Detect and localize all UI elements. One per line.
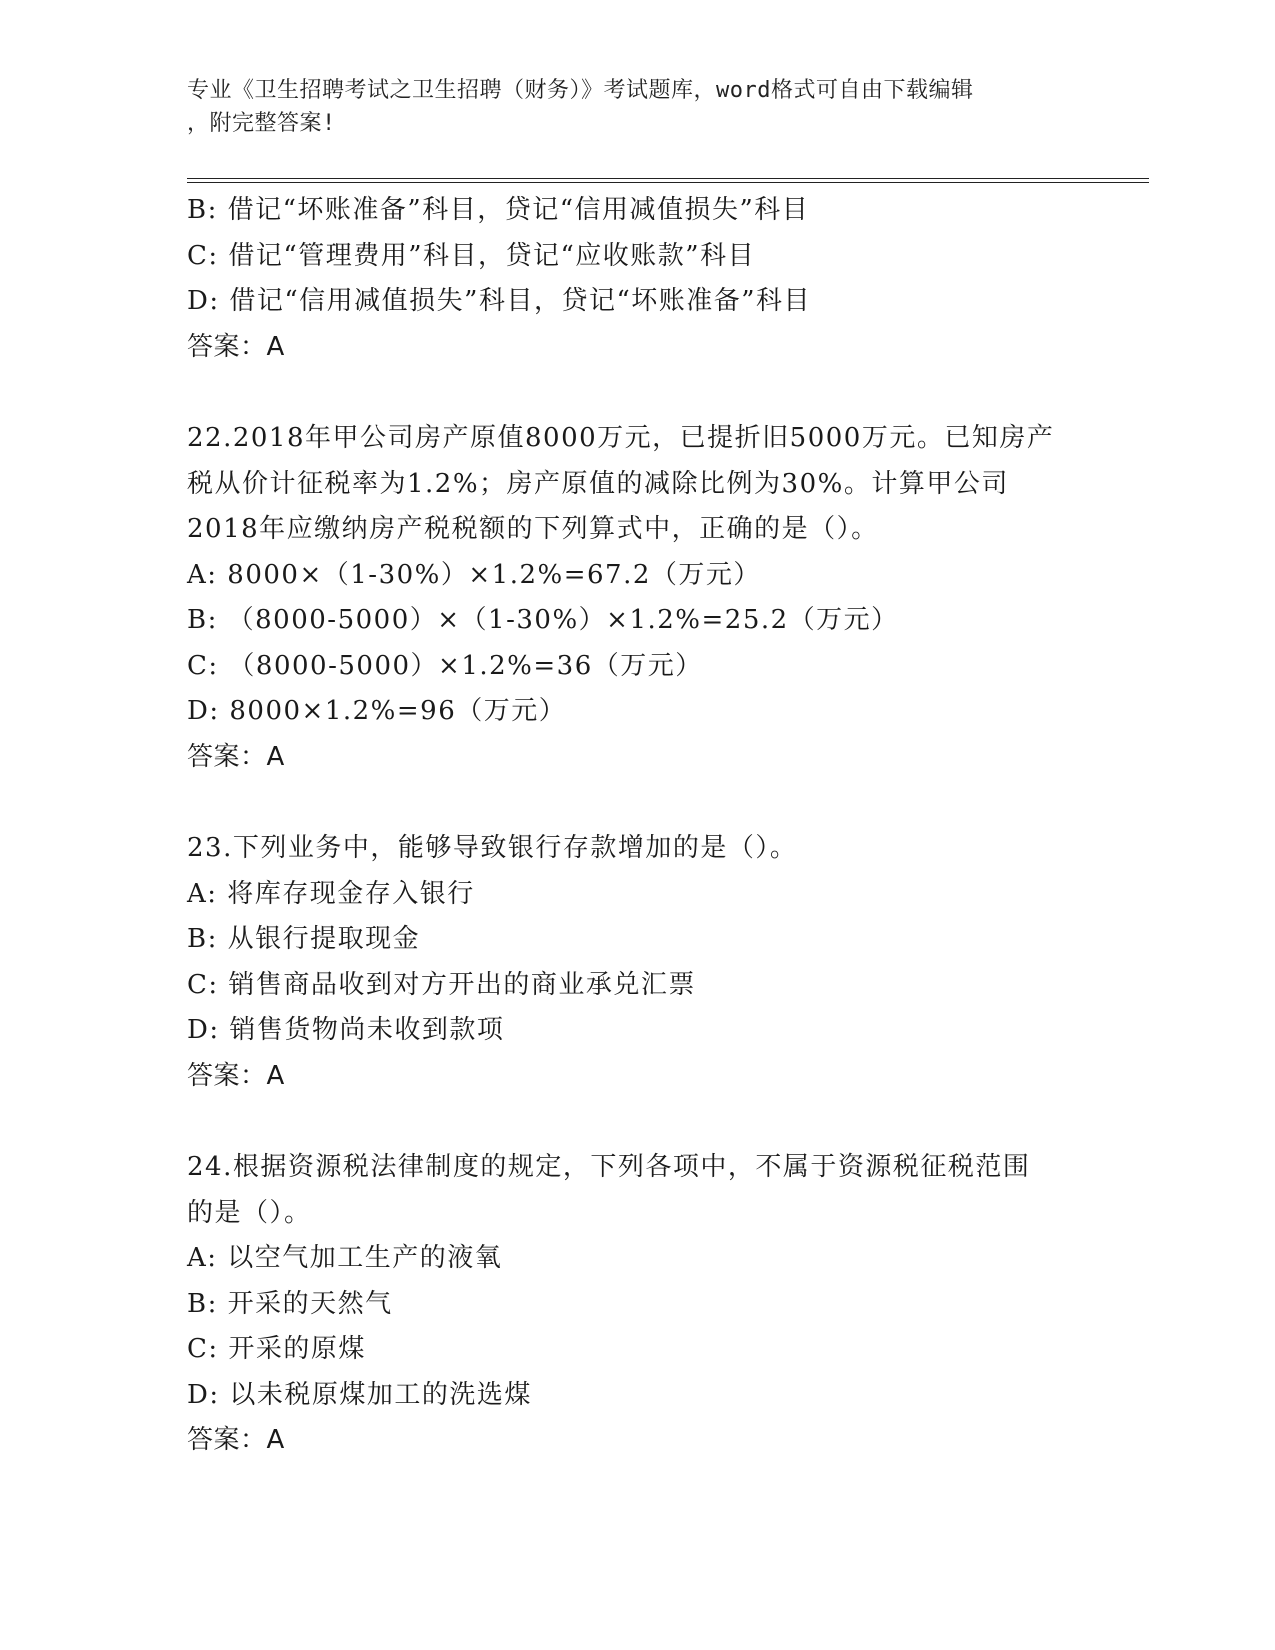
answer-value: A <box>266 331 285 362</box>
question-22 <box>187 416 1087 780</box>
answer-line <box>187 1418 1087 1464</box>
page-header <box>187 74 1077 140</box>
answer-line <box>187 1054 1087 1100</box>
question-stem-line: 税从价计征税率为1.2%；房产原值的减除比例为30%。计算甲公司 <box>187 468 1009 499</box>
option-c: C: 销售商品收到对方开出的商业承兑汇票 <box>187 969 696 1000</box>
question-23 <box>187 826 1087 1099</box>
answer-value: A <box>266 741 285 772</box>
question-stem-line: 2018年应缴纳房产税税额的下列算式中，正确的是（）。 <box>187 514 879 544</box>
question-stem-line: 24.根据资源税法律制度的规定，下列各项中，不属于资源税征税范围 <box>187 1152 1031 1182</box>
answer-label: 答案： <box>187 1425 267 1455</box>
option-d: D: 借记“信用减值损失”科目，贷记“坏账准备”科目 <box>187 286 812 316</box>
answer-line <box>187 325 1087 371</box>
spacer <box>187 780 1087 826</box>
option-d: D: 销售货物尚未收到款项 <box>187 1015 505 1045</box>
option-b: B: （8000-5000）×（1-30%）×1.2%=25.2（万元） <box>187 605 899 635</box>
option-d: D: 以未税原煤加工的洗选煤 <box>187 1379 532 1410</box>
option-a: A: 将库存现金存入银行 <box>187 878 475 909</box>
answer-line <box>187 735 1087 781</box>
option-c: C: （8000-5000）×1.2%=36（万元） <box>187 650 703 681</box>
option-b: B: 借记“坏账准备”科目，贷记“信用减值损失”科目 <box>187 195 810 225</box>
option-a: A: 以空气加工生产的液氧 <box>187 1243 503 1273</box>
spacer <box>187 1099 1087 1145</box>
option-c: C: 借记“管理费用”科目，贷记“应收账款”科目 <box>187 240 756 271</box>
option-a: A: 8000×（1-30%）×1.2%=67.2（万元） <box>187 559 761 590</box>
option-d: D: 8000×1.2%=96（万元） <box>187 696 567 726</box>
answer-label: 答案： <box>187 741 267 772</box>
answer-label: 答案： <box>187 1060 267 1091</box>
question-24 <box>187 1145 1087 1464</box>
option-b: B: 从银行提取现金 <box>187 924 421 954</box>
spacer <box>187 370 1087 416</box>
question-stem-line: 22.2018年甲公司房产原值8000万元，已提折旧5000万元。已知房产 <box>187 423 1055 453</box>
question-21 <box>187 188 1087 370</box>
answer-value: A <box>266 1060 285 1091</box>
header-divider <box>187 178 1149 183</box>
option-c: C: 开采的原煤 <box>187 1334 366 1364</box>
header-line-1: 专业《卫生招聘考试之卫生招聘（财务）》考试题库，word格式可自由下载编辑 <box>187 78 974 103</box>
answer-label: 答案： <box>187 331 267 362</box>
document-body <box>187 188 1087 1464</box>
answer-value: A <box>266 1425 285 1455</box>
header-line-2: ，附完整答案! <box>187 111 336 136</box>
option-b: B: 开采的天然气 <box>187 1288 393 1319</box>
question-stem-line: 23.下列业务中，能够导致银行存款增加的是（）。 <box>187 833 798 863</box>
question-stem-line: 的是（）。 <box>187 1197 312 1228</box>
